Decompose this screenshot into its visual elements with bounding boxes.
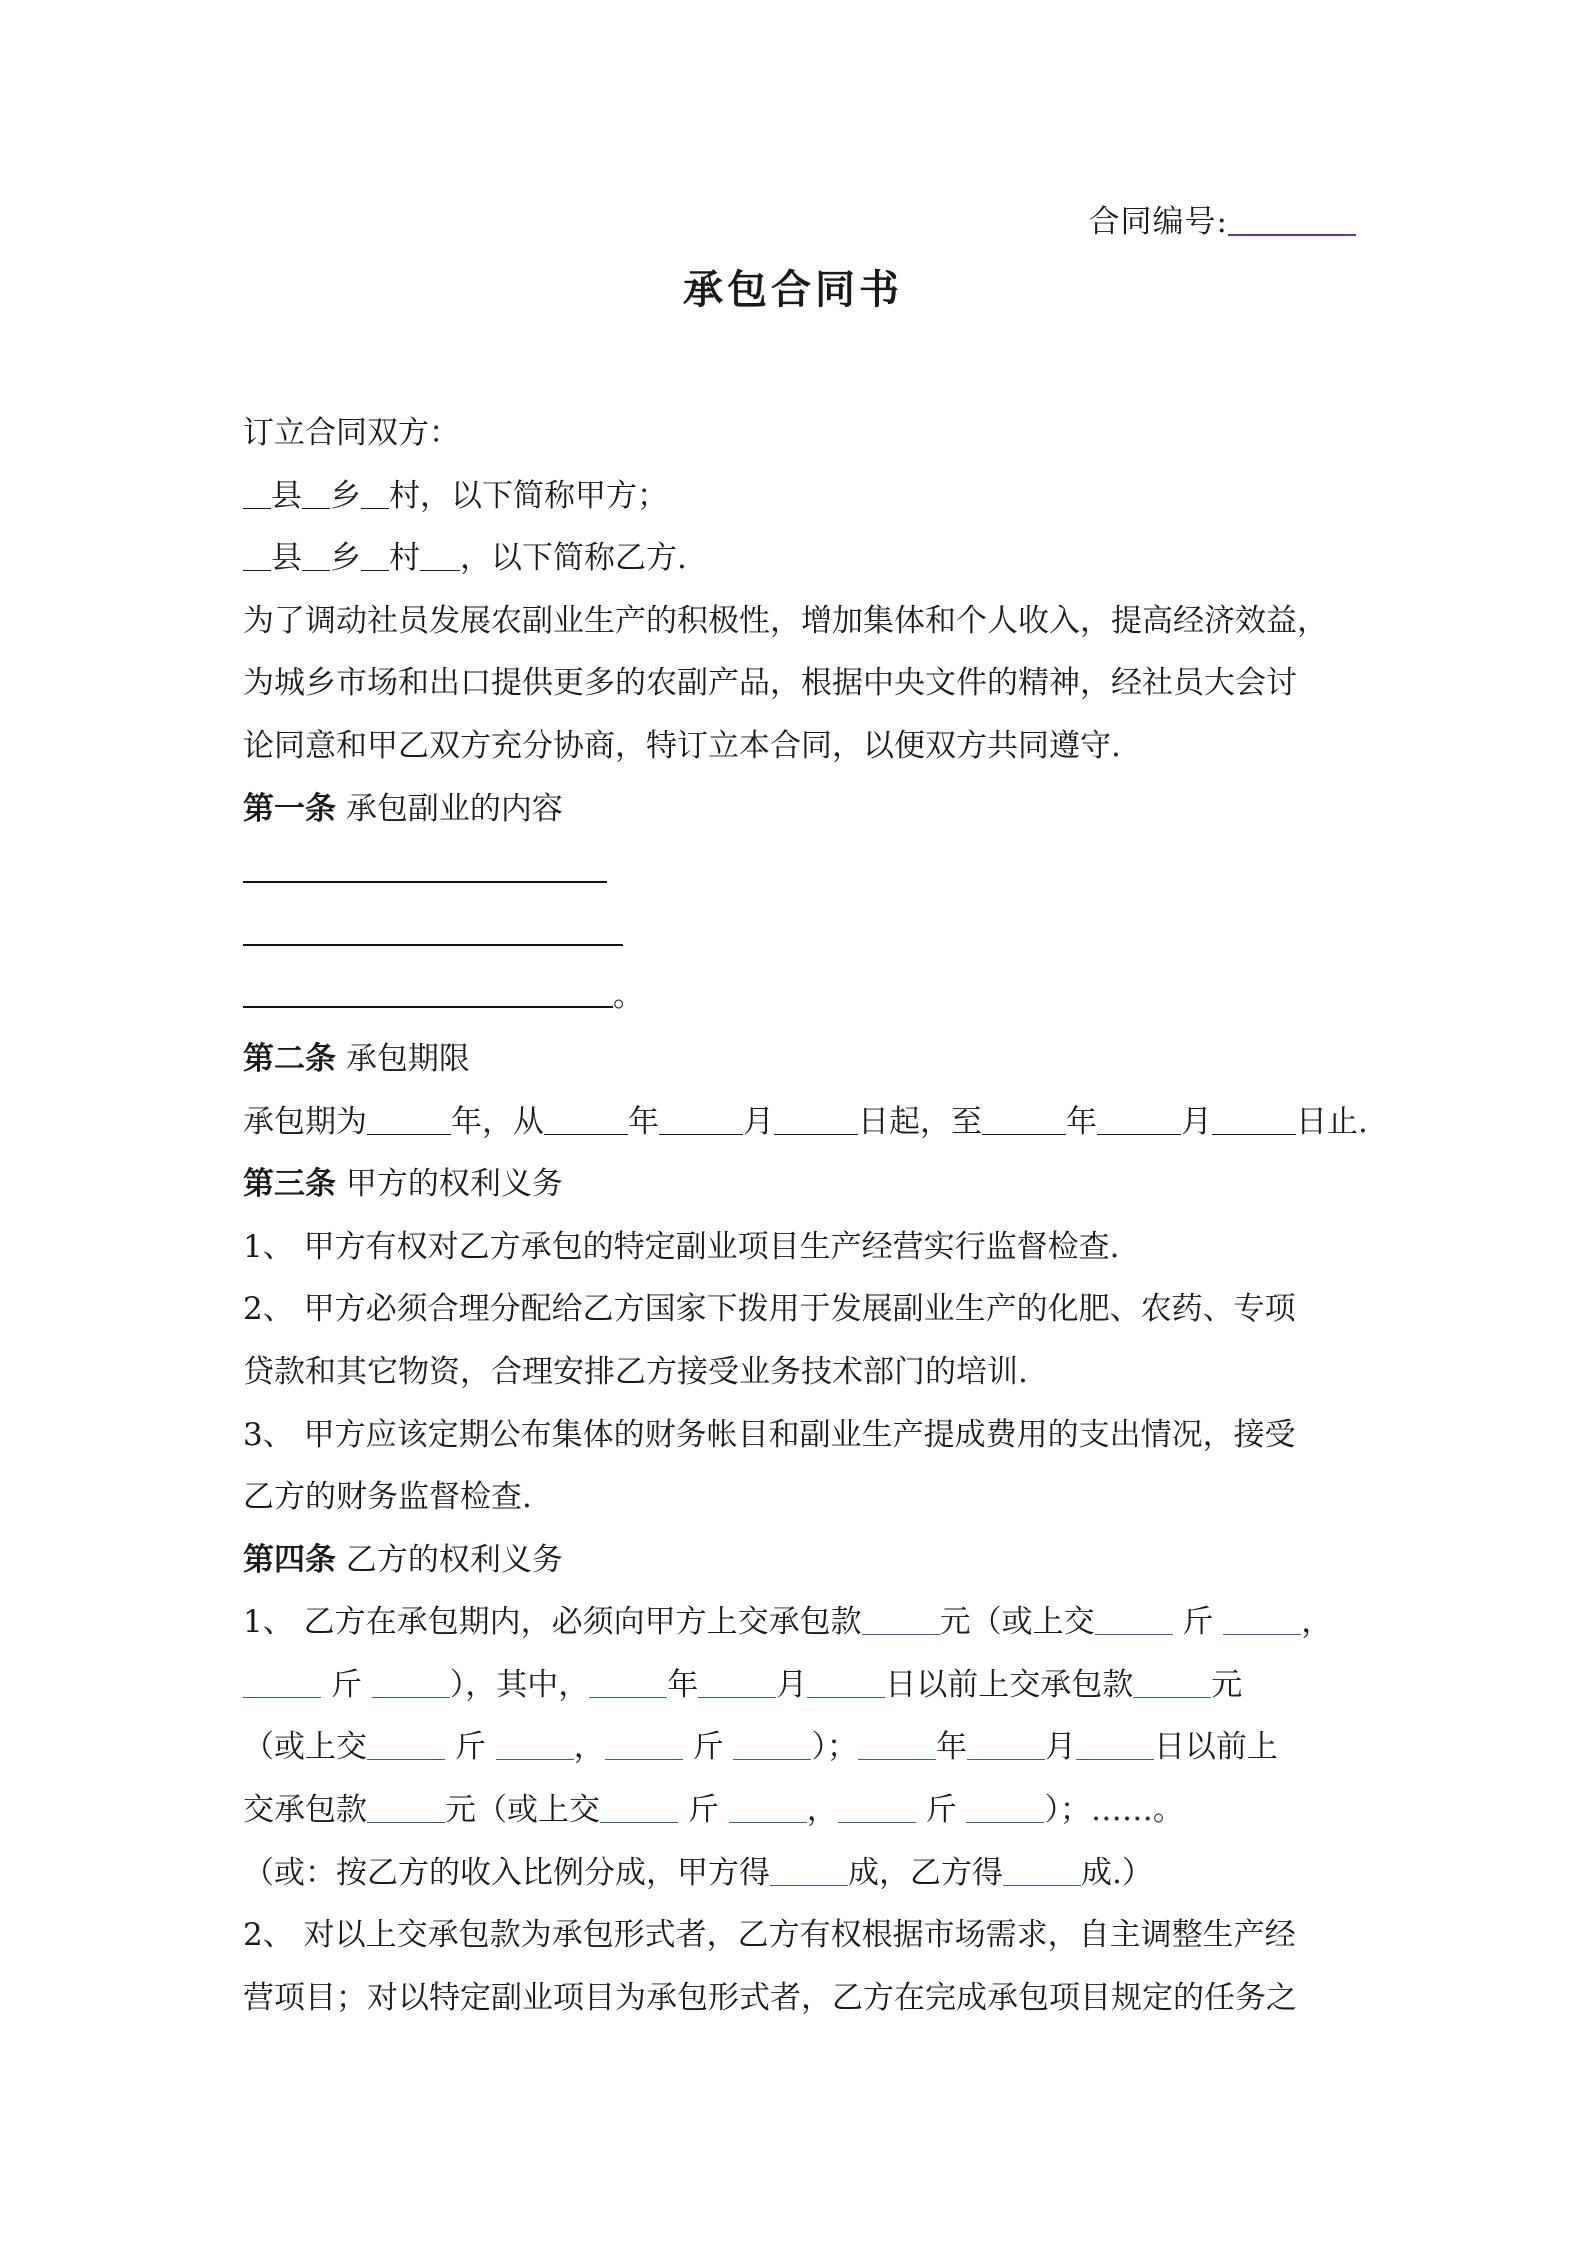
blank[interactable] — [807, 1669, 885, 1698]
blank[interactable] — [729, 1794, 807, 1823]
blank[interactable] — [838, 1794, 916, 1823]
blank[interactable] — [243, 480, 271, 509]
article-1-heading: 第一条 承包副业的内容 — [243, 790, 563, 827]
article-1-fill-line-1 — [243, 840, 1363, 903]
parties-heading: 订立合同双方： — [243, 415, 460, 451]
blank[interactable] — [420, 542, 460, 571]
intro-line-2: 为城乡市场和出口提供更多的农副产品，根据中央文件的精神，经社员大会讨 — [243, 665, 1297, 702]
contract-number-blank[interactable] — [1228, 204, 1356, 236]
blank[interactable] — [698, 1669, 776, 1698]
blank[interactable] — [1223, 1606, 1301, 1635]
article-3-item-2a: 2、 甲方必须合理分配给乙方国家下拨用于发展副业生产的化肥、农药、专项 — [243, 1291, 1296, 1328]
article-3-item-3a: 3、 甲方应该定期公布集体的财务帐目和副业生产提成费用的支出情况，接受 — [243, 1416, 1296, 1453]
term-line: 承包期为 年，从 年 月 日起，至 年 月 日止. — [243, 1103, 1368, 1140]
contract-body — [243, 402, 1368, 2029]
article-4-line-4: 交承包款 元（或上交 斤 ， 斤 ）；……。 — [243, 1792, 1184, 1829]
blank[interactable] — [1095, 1606, 1173, 1635]
blank[interactable] — [361, 480, 389, 509]
intro-line-3: 论同意和甲乙双方充分协商，特订立本合同，以便双方共同遵守. — [243, 727, 1121, 764]
blank[interactable] — [372, 1669, 450, 1698]
blank[interactable] — [367, 1731, 445, 1760]
blank[interactable] — [659, 1106, 743, 1135]
blank[interactable] — [367, 1106, 451, 1135]
article-3-item-3b: 乙方的财务监督检查. — [243, 1479, 532, 1516]
blank[interactable] — [302, 542, 330, 571]
article-1-fill-line-3: 。 — [243, 965, 1363, 1028]
blank[interactable] — [302, 480, 330, 509]
article-1-fill-line-2 — [243, 903, 1363, 966]
blank[interactable] — [243, 542, 271, 571]
fill-rule[interactable] — [243, 914, 623, 946]
article-2-heading: 第二条 承包期限 — [243, 1040, 470, 1077]
blank[interactable] — [1003, 1857, 1081, 1886]
blank[interactable] — [858, 1731, 936, 1760]
article-4-item-2b: 营项目；对以特定副业项目为承包形式者，乙方在完成承包项目规定的任务之 — [243, 1979, 1297, 2016]
party-b-line: 县 乡 村 ，以下简称乙方. — [243, 527, 1363, 590]
contract-number-label: 合同编号: — [1088, 204, 1228, 240]
article-4-line-1: 1、 乙方在承包期内，必须向甲方上交承包款 元（或上交 斤 ， — [243, 1604, 1333, 1641]
party-a-line: 县 乡 村，以下简称甲方； — [243, 465, 1363, 528]
article-4-line-3: （或上交 斤 ， 斤 ）； 年 月 日以前上 — [243, 1729, 1278, 1766]
contract-number — [1089, 196, 1356, 241]
blank[interactable] — [774, 1106, 858, 1135]
blank[interactable] — [770, 1857, 848, 1886]
blank[interactable] — [243, 1669, 321, 1698]
intro-line-1: 为了调动社员发展农副业生产的积极性，增加集体和个人收入，提高经济效益， — [243, 602, 1328, 639]
blank[interactable] — [367, 1794, 445, 1823]
blank[interactable] — [361, 542, 389, 571]
blank[interactable] — [982, 1106, 1066, 1135]
fill-rule[interactable] — [243, 976, 613, 1008]
blank[interactable] — [600, 1794, 678, 1823]
article-4-line-5: （或：按乙方的收入比例分成，甲方得 成，乙方得 成.） — [243, 1854, 1153, 1891]
blank[interactable] — [1133, 1669, 1211, 1698]
blank[interactable] — [862, 1606, 940, 1635]
blank[interactable] — [1212, 1106, 1296, 1135]
article-3-item-2b: 贷款和其它物资，合理安排乙方接受业务技术部门的培训. — [243, 1353, 1028, 1390]
article-3-heading: 第三条 甲方的权利义务 — [243, 1166, 563, 1203]
blank[interactable] — [605, 1731, 683, 1760]
blank[interactable] — [496, 1731, 574, 1760]
blank[interactable] — [1076, 1731, 1154, 1760]
blank[interactable] — [733, 1731, 811, 1760]
fill-rule[interactable] — [243, 851, 607, 883]
blank[interactable] — [544, 1106, 628, 1135]
article-3-item-1: 1、 甲方有权对乙方承包的特定副业项目生产经营实行监督检查. — [243, 1228, 1120, 1265]
blank[interactable] — [1097, 1106, 1181, 1135]
article-4-item-2a: 2、 对以上交承包款为承包形式者，乙方有权根据市场需求，自主调整生产经 — [243, 1917, 1296, 1954]
blank[interactable] — [589, 1669, 667, 1698]
blank[interactable] — [967, 1731, 1045, 1760]
document-title: 承包合同书 — [683, 266, 903, 313]
article-4-line-2: 斤 ），其中， 年 月 日以前上交承包款 元 — [243, 1654, 1363, 1717]
article-4-heading: 第四条 乙方的权利义务 — [243, 1541, 563, 1578]
blank[interactable] — [966, 1794, 1044, 1823]
